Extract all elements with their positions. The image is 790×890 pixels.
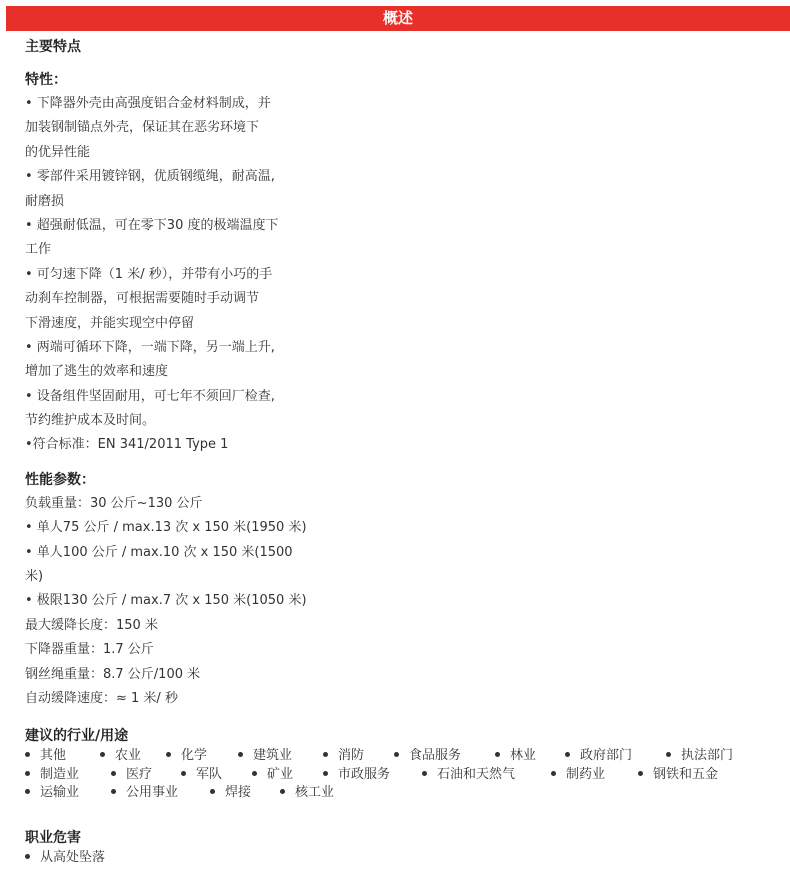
hazard-label: 从高处坠落 [40,849,106,865]
bullet-icon [280,789,285,794]
content-area [25,36,785,867]
industry-label: 运输业 [40,785,80,801]
characteristics-line: 加装钢制锚点外壳，保证其在恶劣环境下 [25,120,260,136]
performance-line: 米) [25,569,44,585]
performance-line: 钢丝绳重量：8.7 公斤/100 米 [25,666,201,682]
performance-title: 性能参数： [25,471,95,488]
characteristics-line: • 零部件采用镀锌钢，优质钢缆绳，耐高温, [25,169,275,185]
industry-label: 军队 [196,766,223,782]
characteristics-line: 工作 [25,242,52,258]
industry-label: 政府部门 [580,748,633,764]
industry-label: 焊接 [225,785,252,801]
performance-line: 下降器重量：1.7 公斤 [25,642,154,658]
bullet-icon [111,771,116,776]
industry-label: 林业 [510,748,537,764]
industries-row [25,766,785,785]
bullet-icon [323,771,328,776]
list-item [181,766,222,785]
performance-line: • 单人75 公斤 / max.13 次 x 150 米(1950 米) [25,520,307,536]
characteristics-line: 节约维护成本及时间。 [25,413,156,429]
bullet-icon [166,752,171,757]
bullet-icon [25,854,30,859]
list-item [25,747,66,766]
list-item [111,766,152,785]
characteristics-line: • 设备组件坚固耐用，可七年不须回厂检查, [25,388,275,404]
characteristics-line: 增加了逃生的效率和速度 [25,364,169,380]
performance-line: • 极限130 公斤 / max.7 次 x 150 米(1050 米) [25,593,307,609]
list-item [666,747,733,766]
bullet-icon [565,752,570,757]
overview-banner [6,6,790,31]
characteristics-list [25,92,315,458]
industries-row [25,747,785,766]
industries-row [25,784,785,803]
industry-label: 公用事业 [126,785,179,801]
industry-label: 制造业 [40,766,80,782]
banner-title: 概述 [382,9,413,27]
characteristics-title: 特性： [25,72,67,88]
bullet-icon [551,771,556,776]
bullet-icon [25,771,30,776]
bullet-icon [638,771,643,776]
bullet-icon [252,771,257,776]
industry-label: 制药业 [566,766,606,782]
list-item [166,747,207,766]
hazards-row [25,849,785,868]
bullet-icon [495,752,500,757]
characteristics-line: 的优异性能 [25,144,91,160]
list-item [25,784,79,803]
industry-label: 医疗 [126,766,153,782]
industry-label: 执法部门 [681,748,734,764]
list-item [551,766,605,785]
bullet-icon [666,752,671,757]
list-item [210,784,251,803]
list-item [25,766,79,785]
industry-label: 其他 [40,748,67,764]
industry-label: 消防 [338,748,365,764]
industry-label: 食品服务 [409,748,462,764]
performance-line: • 单人100 公斤 / max.10 次 x 150 米(1500 [25,544,293,560]
list-item [565,747,632,766]
list-item [495,747,536,766]
list-item [280,784,334,803]
list-item [252,766,293,785]
industry-label: 钢铁和五金 [653,766,719,782]
bullet-icon [323,752,328,757]
performance-list [25,492,315,712]
characteristics-line: •符合标准：EN 341/2011 Type 1 [25,437,229,453]
list-item [638,766,718,785]
bullet-icon [25,752,30,757]
industry-label: 市政服务 [338,766,391,782]
bullet-icon [25,789,30,794]
characteristics-line: 耐磨损 [25,193,65,209]
characteristics-line: • 两端可循环下降，一端下降，另一端上升, [25,339,275,355]
characteristics-line: 下滑速度，并能实现空中停留 [25,315,195,331]
industry-label: 矿业 [267,766,294,782]
list-item [394,747,461,766]
list-item [111,784,178,803]
industry-label: 石油和天然气 [437,766,516,782]
characteristics-line: 动刹车控制器，可根据需要随时手动调节 [25,291,260,307]
hazards-title: 职业危害 [25,829,81,846]
bullet-icon [238,752,243,757]
list-item [323,747,364,766]
bullet-icon [111,789,116,794]
industries-title: 建议的行业/用途 [25,728,129,745]
bullet-icon [210,789,215,794]
list-item [422,766,515,785]
list-item [238,747,292,766]
characteristics-line: • 下降器外壳由高强度铝合金材料制成，并 [25,96,271,111]
bullet-icon [181,771,186,776]
bullet-icon [100,752,105,757]
performance-line: 自动缓降速度：≈ 1 米/ 秒 [25,690,178,706]
list-item [25,849,105,868]
performance-line: 负载重量：30 公斤~130 公斤 [25,495,203,511]
list-item [323,766,390,785]
industry-label: 核工业 [295,785,335,801]
list-item [100,747,141,766]
industry-label: 建筑业 [253,748,293,764]
characteristics-line: • 超强耐低温，可在零下30 度的极端温度下 [25,217,279,233]
characteristics-line: • 可匀速下降（1 米/ 秒），并带有小巧的手 [25,266,273,282]
industry-label: 化学 [181,748,208,764]
industries-list [25,747,785,803]
main-features-title: 主要特点 [25,39,81,55]
bullet-icon [394,752,399,757]
performance-line: 最大缓降长度：150 米 [25,617,158,633]
bullet-icon [422,771,427,776]
hazards-list [25,849,785,868]
industry-label: 农业 [115,748,142,764]
